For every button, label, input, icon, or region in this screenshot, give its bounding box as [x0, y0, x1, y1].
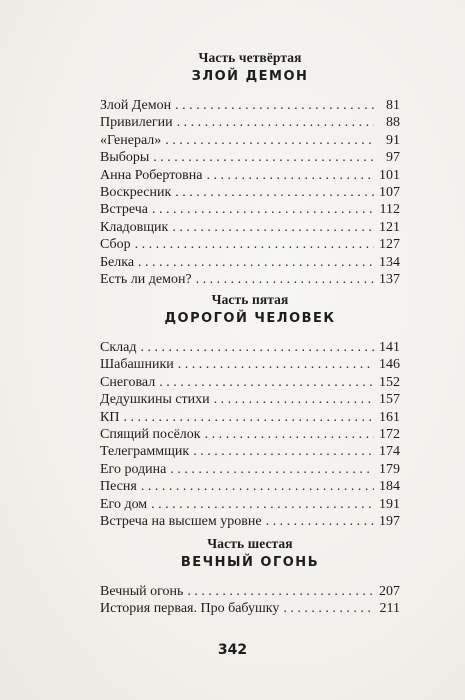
entry-page: 197 [379, 513, 400, 529]
entry-title: «Генерал» [100, 132, 162, 148]
entry-page: 101 [379, 167, 400, 183]
entry-title: Песня [100, 479, 137, 495]
entry-title: Встреча на высшем уровне [100, 513, 262, 529]
entry-title: Спящий посёлок [100, 426, 201, 442]
leader-dots [153, 149, 374, 166]
leader-dots [196, 271, 374, 288]
part-label: Часть четвёртая [198, 50, 302, 65]
toc-part-6 [100, 536, 400, 618]
entry-page: 137 [379, 271, 400, 287]
entry-page: 112 [379, 202, 400, 218]
leader-dots [123, 409, 374, 426]
entry-page: 146 [379, 357, 400, 373]
toc-entry [100, 254, 400, 271]
leader-dots [214, 391, 374, 408]
entry-page: 191 [379, 496, 400, 512]
toc-entry [100, 219, 400, 236]
part-title: ЗЛОЙ ДЕМОН [191, 69, 309, 84]
entry-title: История первая. Про бабушку [100, 601, 280, 617]
entry-page: 179 [379, 461, 400, 477]
entry-title: Выборы [100, 150, 150, 166]
entry-page: 88 [386, 115, 400, 131]
entry-page: 157 [379, 392, 400, 408]
entry-page: 97 [386, 150, 400, 166]
entry-title: Привилегии [100, 115, 173, 131]
toc-entry [100, 271, 400, 288]
toc-entry [100, 391, 400, 408]
leader-dots [172, 219, 374, 236]
part-label: Часть пятая [211, 292, 289, 307]
leader-dots [138, 254, 374, 271]
entry-page: 172 [379, 426, 400, 442]
entry-page: 184 [379, 479, 400, 495]
entry-page: 107 [379, 184, 400, 200]
toc-entry [100, 356, 400, 373]
part-title: ДОРОГОЙ ЧЕЛОВЕК [164, 311, 336, 326]
leader-dots [140, 339, 374, 356]
toc-part-4 [100, 50, 400, 288]
entry-title: Дедушкины стихи [100, 392, 210, 408]
leader-dots [206, 167, 374, 184]
entry-title: Белка [100, 254, 135, 270]
leader-dots [152, 201, 374, 218]
leader-dots [266, 513, 374, 530]
leader-dots [175, 184, 374, 201]
leader-dots [170, 461, 374, 478]
entry-page: 81 [386, 98, 400, 113]
toc-entry [100, 496, 400, 513]
entry-page: 174 [379, 444, 400, 460]
entry-title: Его родина [100, 461, 167, 477]
leader-dots [159, 374, 374, 391]
leader-dots [141, 478, 374, 495]
leader-dots [175, 97, 374, 114]
toc-entry [100, 374, 400, 391]
entry-page: 91 [386, 132, 400, 148]
toc-entries [100, 583, 400, 618]
toc-entry [100, 149, 400, 166]
entry-title: Шабашники [100, 357, 174, 373]
leader-dots [283, 600, 374, 617]
leader-dots [187, 583, 374, 600]
leader-dots [135, 236, 374, 253]
toc-entry [100, 461, 400, 478]
entry-title: Его дом [100, 496, 148, 512]
page-number: 342 [217, 642, 248, 658]
toc-entries [100, 97, 400, 288]
leader-dots [165, 132, 374, 149]
entry-title: Вечный огонь [100, 584, 184, 599]
entry-title: Склад [100, 340, 137, 355]
entry-title: Есть ли демон? [100, 271, 192, 287]
toc-entry [100, 184, 400, 201]
part-title: ВЕЧНЫЙ ОГОНЬ [180, 555, 320, 570]
toc-entry [100, 167, 400, 184]
toc-part-5 [100, 292, 400, 530]
toc-entry [100, 114, 400, 131]
leader-dots [177, 114, 374, 131]
entry-title: Сбор [100, 237, 131, 253]
toc-entry [100, 443, 400, 460]
entry-title: Встреча [100, 202, 148, 218]
entry-page: 121 [379, 219, 400, 235]
toc-entry [100, 339, 400, 356]
entry-page: 161 [379, 409, 400, 425]
toc-entry [100, 201, 400, 218]
entry-page: 152 [379, 374, 400, 390]
leader-dots [205, 426, 374, 443]
entry-title: Злой Демон [100, 98, 172, 113]
leader-dots [151, 496, 374, 513]
toc-entries [100, 339, 400, 530]
toc-entry [100, 478, 400, 495]
entry-page: 211 [379, 601, 400, 617]
toc-entry [100, 600, 400, 617]
toc-entry [100, 236, 400, 253]
entry-title: Снеговал [100, 374, 156, 390]
toc-entry [100, 97, 400, 114]
entry-title: Телеграммщик [100, 444, 190, 460]
entry-page: 141 [379, 340, 400, 355]
entry-page: 207 [379, 584, 400, 599]
leader-dots [178, 356, 374, 373]
entry-page: 134 [379, 254, 400, 270]
entry-title: Кладовщик [100, 219, 169, 235]
toc-entry [100, 409, 400, 426]
entry-title: Воскресник [100, 184, 172, 200]
part-label: Часть шестая [207, 536, 293, 551]
entry-title: КП [100, 409, 120, 425]
leader-dots [193, 443, 374, 460]
toc-entry [100, 426, 400, 443]
toc-entry [100, 132, 400, 149]
toc-entry [100, 513, 400, 530]
entry-page: 127 [379, 237, 400, 253]
entry-title: Анна Робертовна [100, 167, 203, 183]
toc-entry [100, 583, 400, 600]
